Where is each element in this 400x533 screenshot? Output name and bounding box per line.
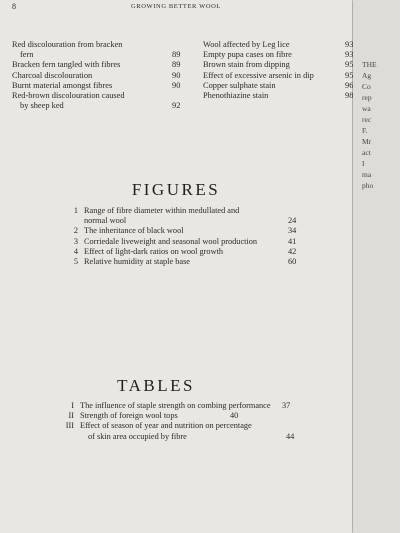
figures-list <box>62 206 306 267</box>
list-item: Charcoal discolouration 90 <box>12 70 181 80</box>
text-fragment: rec <box>362 115 372 124</box>
list-item: Red-brown discolouration caused by sheep ked 92 <box>12 91 181 111</box>
page-number: 8 <box>12 2 16 11</box>
stains-list-left <box>12 40 202 111</box>
list-item: Wool affected by Leg lice 93 <box>203 40 354 49</box>
list-item: 4 Effect of light-dark ratios on wool growth 42 <box>73 246 297 256</box>
list-item: 5 Relative humidity at staple base 60 <box>73 257 297 267</box>
stains-list-right <box>203 40 354 101</box>
text-fragment: I <box>362 159 365 168</box>
list-item: Brown stain from dipping 95 <box>203 60 354 70</box>
text-fragment: Co <box>362 82 371 91</box>
adjacent-page-edge <box>353 0 400 533</box>
figures-heading: FIGURES <box>131 180 221 199</box>
list-item: 1 Range of fibre diameter within medullated and normal wool 24 <box>73 206 297 226</box>
text-fragment: ma <box>362 170 372 179</box>
list-item: Effect of excessive arsenic in dip 95 <box>203 70 354 80</box>
text-fragment: act <box>362 148 371 157</box>
list-item: Burnt material amongst fibres 90 <box>12 80 181 90</box>
text-fragment: rep <box>362 93 372 102</box>
text-fragment: wa <box>362 104 371 113</box>
list-item: 2 The inheritance of black wool 34 <box>73 226 297 236</box>
list-item: II Strength of foreign wool tops 40 <box>68 411 239 421</box>
tables-heading: TABLES <box>117 376 195 395</box>
text-fragment: THE <box>362 60 377 69</box>
list-item: 3 Corriedale liveweight and seasonal wool production 41 <box>73 236 297 246</box>
text-fragment: pho <box>362 181 374 190</box>
text-fragment: Mr <box>362 137 372 146</box>
list-item: I The influence of staple strength on combing performance 37 <box>71 401 291 410</box>
list-item: Phenothiazine stain 98 <box>203 91 354 101</box>
list-item: Copper sulphate stain 96 <box>203 80 354 90</box>
list-item: Empty pupa cases on fibre 93 <box>203 50 354 60</box>
text-fragment: F. <box>362 126 368 135</box>
page-header <box>12 2 340 14</box>
running-title: GROWING BETTER WOOL <box>131 3 221 10</box>
list-item: III Effect of season of year and nutrition on percentage of skin area occupied by fibre 44 <box>65 421 295 441</box>
text-fragment: Ag <box>362 71 372 80</box>
list-item: Bracken fern tangled with fibres 89 <box>12 60 181 70</box>
list-item: Red discolouration from bracken fern 89 <box>12 40 181 60</box>
tables-list <box>58 401 308 442</box>
